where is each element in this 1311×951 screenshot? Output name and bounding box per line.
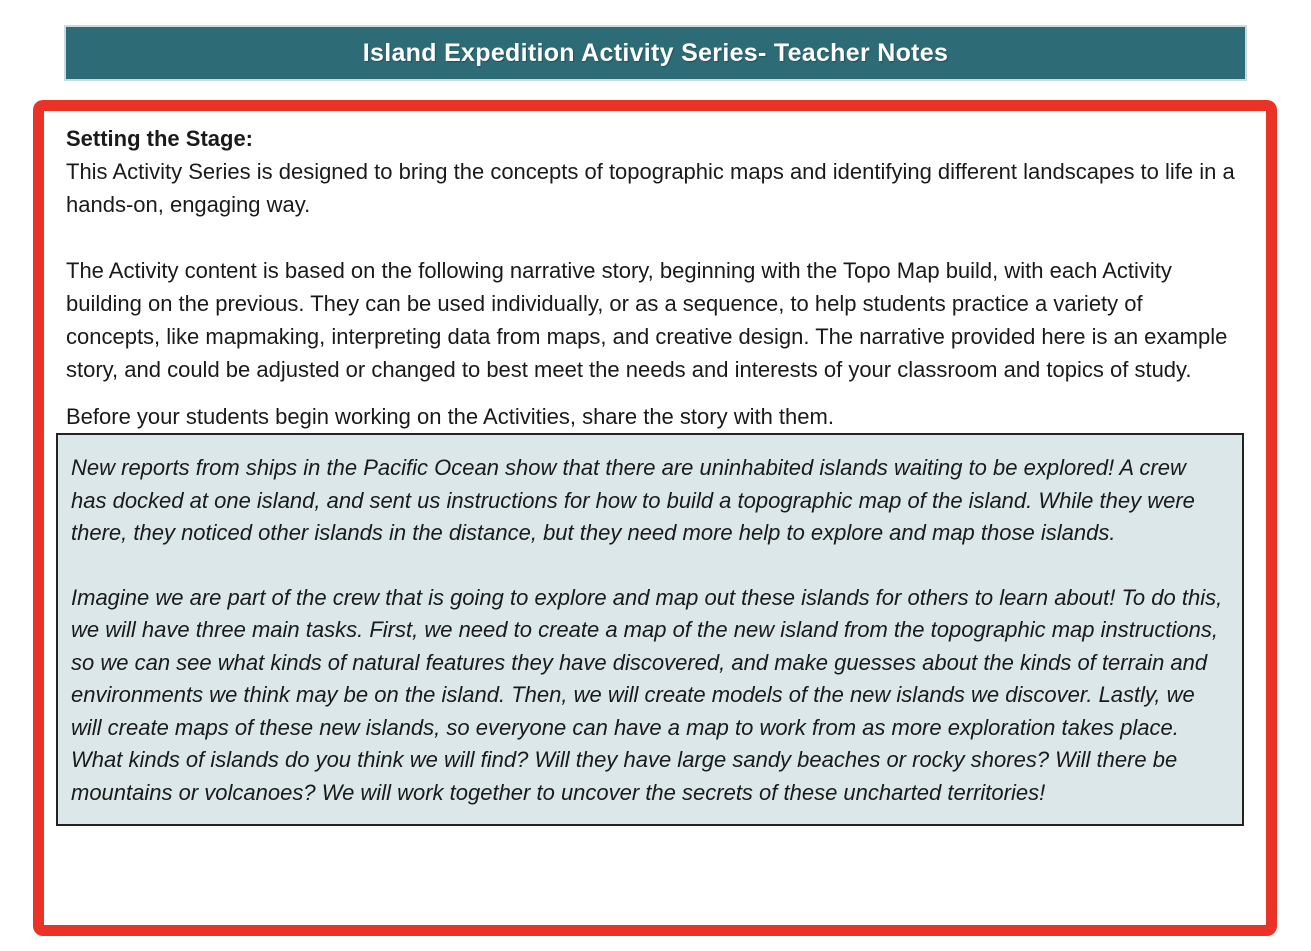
- section-heading: Setting the Stage:: [66, 126, 254, 151]
- intro-paragraph: This Activity Series is designed to bring the concepts of topographic maps and identifying different landscapes to life in a hands-on, engaging way.: [66, 159, 1235, 217]
- red-frame-content: [33, 100, 1277, 936]
- page-title: Island Expedition Activity Series- Teacher Notes: [362, 38, 949, 67]
- title-bar: [64, 25, 1247, 81]
- narrative-story-box: [56, 433, 1244, 826]
- story-paragraph-1: New reports from ships in the Pacific Ocean show that there are uninhabited islands waiting to be explored! A crew has docked at one island, and sent us instructions for how to build a topographic map of the island. While they were there, they noticed other islands in the distance, but they need more help to explore and map those islands.: [71, 455, 1195, 545]
- story-paragraph-2: Imagine we are part of the crew that is going to explore and map out these islands for others to learn about! To do this, we will have three main tasks. First, we need to create a map of the new island from the topographic map instructions, so we can see what kinds of natural features they have discovered, and make guesses about the kinds of terrain and environments we think may be on the island. Then, we will create models of the new islands we discover. Lastly, we will create maps of these new islands, so everyone can have a map to work from as more exploration takes place. What kinds of islands do you think we will find? Will they have large sandy beaches or rocky shores? Will there be mountains or volcanoes? We will work together to uncover the secrets of these uncharted territories!: [71, 584, 1223, 805]
- overview-paragraph: The Activity content is based on the following narrative story, beginning with the Topo Map build, with each Activity building on the previous. They can be used individually, or as a sequence, to help students practice a variety of concepts, like mapmaking, interpreting data from maps, and creative design. The narrative provided here is an example story, and could be adjusted or changed to best meet the needs and interests of your classroom and topics of study.: [66, 258, 1228, 382]
- instruction-paragraph: Before your students begin working on the Activities, share the story with them.: [66, 404, 834, 429]
